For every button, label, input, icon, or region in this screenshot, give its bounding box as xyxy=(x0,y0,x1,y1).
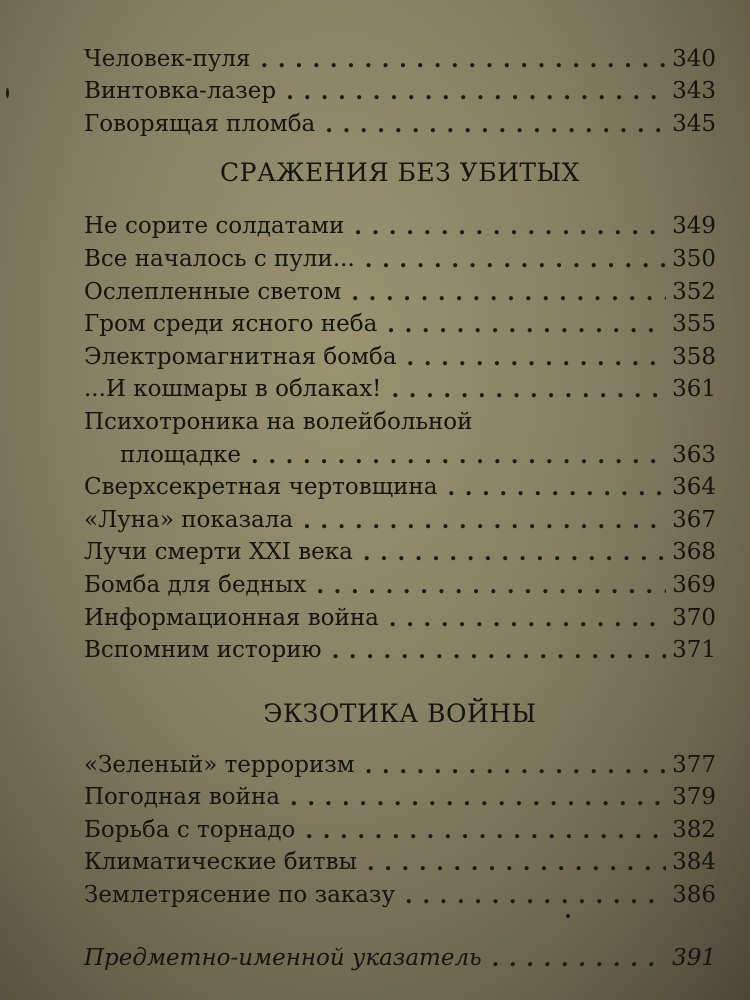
page-speck xyxy=(6,88,9,98)
dot-leader xyxy=(363,549,666,561)
dot-leader xyxy=(391,386,666,398)
entry-page: 345 xyxy=(672,110,716,137)
entry-title: Вспомним историю xyxy=(84,637,322,664)
toc-entry xyxy=(84,811,716,844)
toc-entry xyxy=(84,632,716,665)
entry-page: 384 xyxy=(672,849,716,876)
entry-page: 350 xyxy=(672,245,716,272)
dot-leader xyxy=(492,955,666,967)
section-heading: СРАЖЕНИЯ БЕЗ УБИТЫХ xyxy=(220,157,580,187)
dot-leader xyxy=(290,794,666,806)
entry-title: Ослепленные светом xyxy=(84,278,342,305)
entry-title: Климатические битвы xyxy=(84,849,357,876)
entry-page: 361 xyxy=(672,376,716,403)
entry-title: Не сорите солдатами xyxy=(84,213,345,240)
entry-page: 364 xyxy=(672,474,716,501)
entry-title: Бомба для бедных xyxy=(84,571,307,598)
toc-entry xyxy=(84,876,716,909)
entry-page: 368 xyxy=(672,539,716,566)
entry-title: Человек-пуля xyxy=(84,45,251,72)
entry-title: Землетрясение по заказу xyxy=(84,882,395,909)
toc-entry xyxy=(84,779,716,812)
entry-page: 386 xyxy=(672,882,716,909)
table-of-contents xyxy=(84,40,716,972)
dot-leader xyxy=(303,517,666,529)
dot-leader xyxy=(325,121,666,133)
dot-leader xyxy=(251,452,666,464)
dot-leader xyxy=(316,582,666,594)
dot-leader xyxy=(351,289,666,301)
entry-title: Гром среди ясного неба xyxy=(84,311,378,338)
entry-title: «Зеленый» терроризм xyxy=(84,751,355,778)
toc-entry xyxy=(84,501,716,534)
entry-title: Информационная война xyxy=(84,604,379,631)
toc-entry xyxy=(84,746,716,779)
entry-page: 370 xyxy=(672,604,716,631)
entry-title: Сверхсекретная чертовщина xyxy=(84,474,438,501)
dot-leader xyxy=(367,859,666,871)
toc-entry xyxy=(84,40,716,73)
entry-page: 349 xyxy=(672,213,716,240)
toc-entry xyxy=(84,469,716,502)
toc-entry xyxy=(84,240,716,273)
dot-leader xyxy=(286,88,666,100)
page-speck xyxy=(566,914,570,918)
entry-title: Лучи смерти XXI века xyxy=(84,539,353,566)
entry-page: 371 xyxy=(672,637,716,664)
entry-title: Борьба с торнадо xyxy=(84,816,296,843)
entry-title: Говорящая пломба xyxy=(84,110,316,137)
entry-page: 358 xyxy=(672,343,716,370)
toc-entry xyxy=(84,566,716,599)
toc-entry xyxy=(84,371,716,404)
entry-page: 363 xyxy=(672,441,716,468)
entry-page: 369 xyxy=(672,571,716,598)
dot-leader xyxy=(261,56,667,68)
entry-page: 367 xyxy=(672,506,716,533)
toc-entry xyxy=(84,844,716,877)
dot-leader xyxy=(354,223,666,235)
entry-page: 355 xyxy=(672,311,716,338)
dot-leader xyxy=(305,827,666,839)
toc-entry xyxy=(84,208,716,241)
entry-page: 343 xyxy=(672,78,716,105)
entry-page: 352 xyxy=(672,278,716,305)
toc-entry xyxy=(84,338,716,371)
entry-title: Все началось с пули... xyxy=(84,245,355,272)
dot-leader xyxy=(405,892,666,904)
toc-entry xyxy=(84,534,716,567)
section-heading: ЭКЗОТИКА ВОЙНЫ xyxy=(263,699,537,729)
dot-leader xyxy=(365,762,666,774)
toc-entry xyxy=(84,73,716,106)
toc-entry xyxy=(84,306,716,339)
entry-title: «Луна» показала xyxy=(84,506,294,533)
entry-title-line2: площадке xyxy=(120,441,242,468)
dot-leader xyxy=(447,484,666,496)
entry-page: 377 xyxy=(672,751,716,778)
dot-leader xyxy=(365,256,666,268)
entry-title: Погодная война xyxy=(84,784,280,811)
index-entry xyxy=(84,939,716,972)
toc-entry xyxy=(84,105,716,138)
entry-page: 382 xyxy=(672,816,716,843)
entry-page: 391 xyxy=(672,944,716,971)
dot-leader xyxy=(407,354,667,366)
entry-title: Винтовка-лазер xyxy=(84,78,277,105)
dot-leader xyxy=(389,615,666,627)
toc-entry xyxy=(84,599,716,632)
dot-leader xyxy=(387,321,666,333)
dot-leader xyxy=(332,647,667,659)
entry-title-line1: Психотроника на волейбольной xyxy=(84,408,473,435)
entry-page: 379 xyxy=(672,784,716,811)
entry-title: Электромагнитная бомба xyxy=(84,343,397,370)
toc-entry xyxy=(84,273,716,306)
entry-title: Предметно-именной указатель xyxy=(84,944,482,971)
entry-title: ...И кошмары в облаках! xyxy=(84,376,382,403)
entry-page: 340 xyxy=(672,45,716,72)
toc-entry xyxy=(84,436,716,469)
